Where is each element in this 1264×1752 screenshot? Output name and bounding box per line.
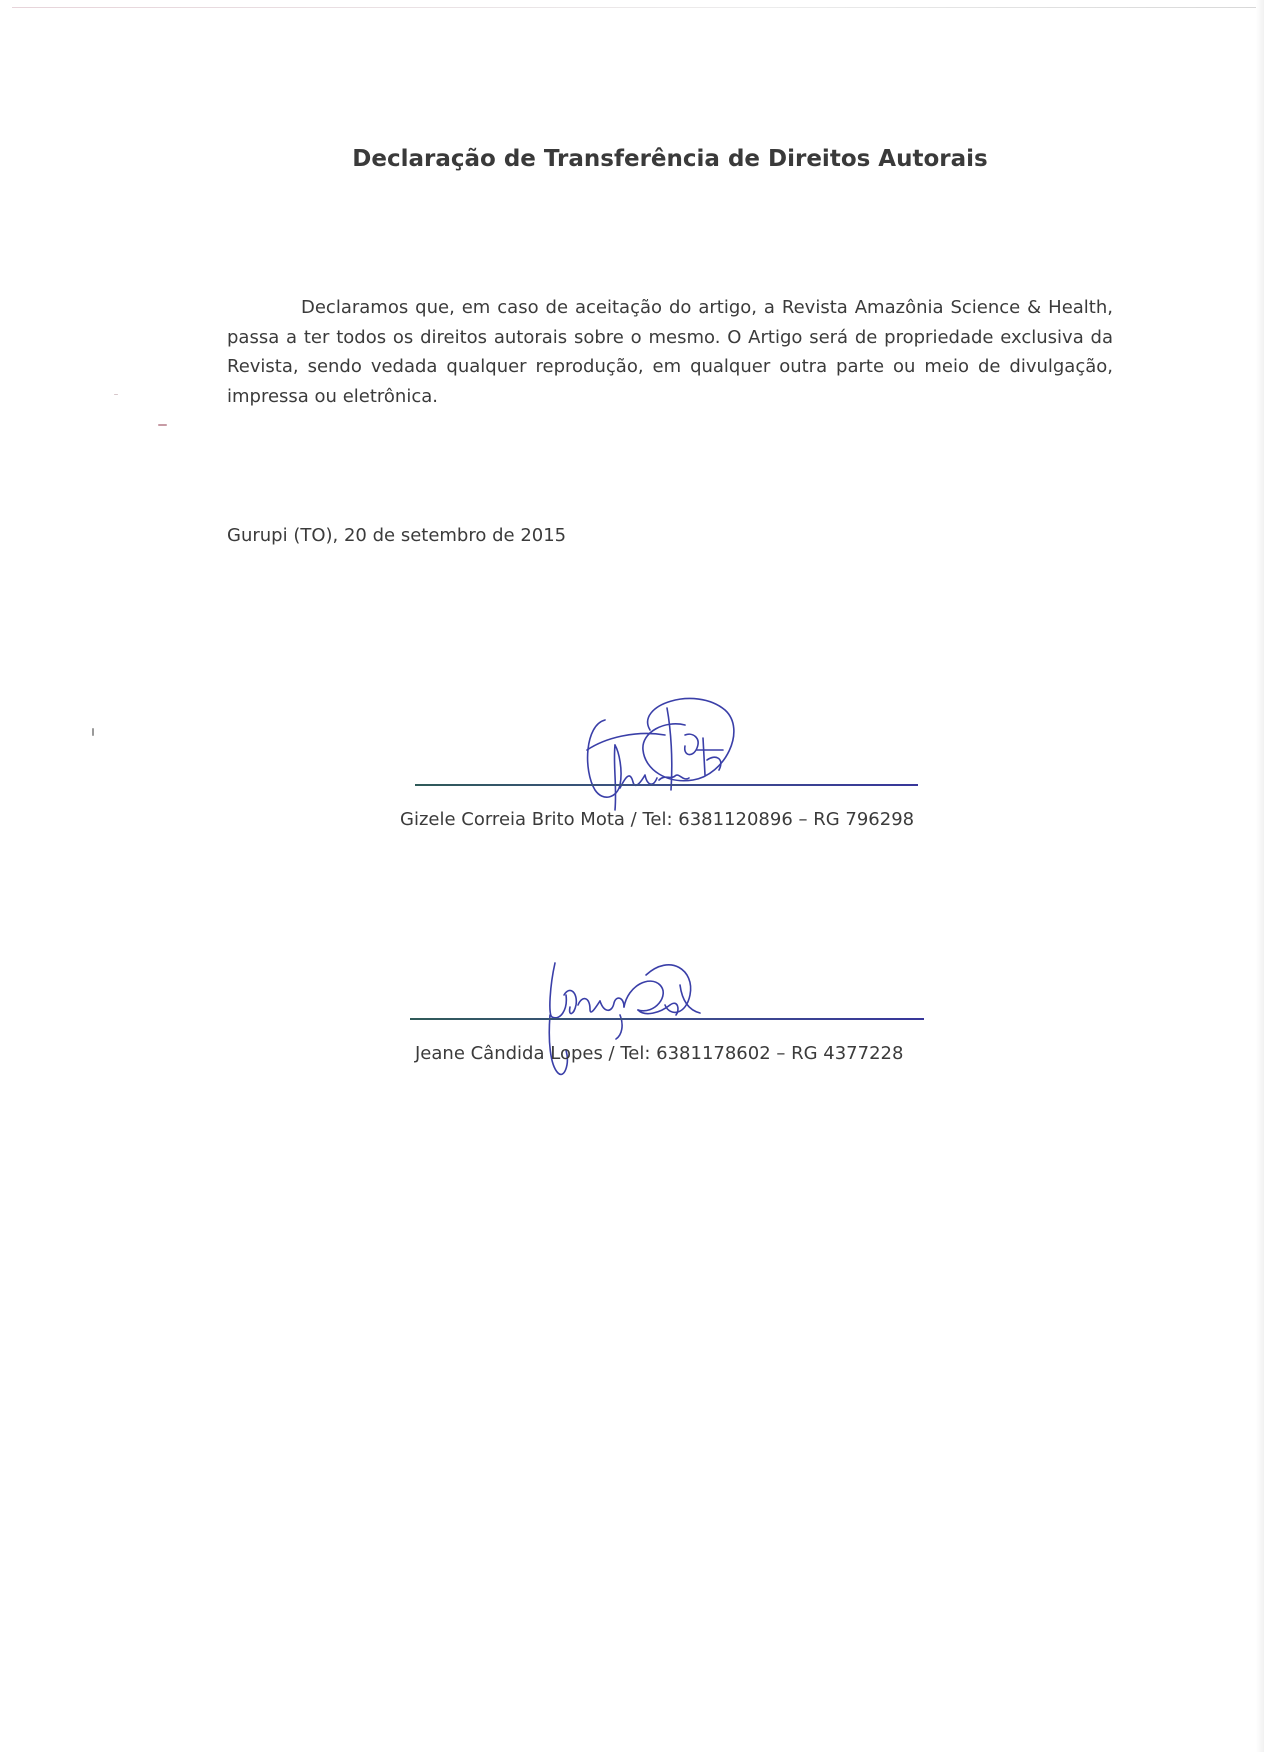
signature-line-2 <box>410 1018 924 1020</box>
scan-right-edge <box>1256 0 1264 1752</box>
scan-speck <box>114 394 118 395</box>
place-date: Gurupi (TO), 20 de setembro de 2015 <box>227 525 567 546</box>
signature-line-1 <box>415 784 918 786</box>
declaration-paragraph <box>227 293 1113 411</box>
scan-top-edge <box>12 7 1262 8</box>
signature-jeane <box>520 955 720 1085</box>
signatory-2: Jeane Cândida Lopes / Tel: 6381178602 – RG 4377228 <box>415 1043 904 1064</box>
scan-speck <box>92 728 94 736</box>
scan-speck <box>158 424 167 426</box>
signatory-1: Gizele Correia Brito Mota / Tel: 6381120896 – RG 796298 <box>400 809 915 830</box>
signature-gizele <box>575 690 745 820</box>
document-title: Declaração de Transferência de Direitos Autorais <box>352 146 988 172</box>
declaration-text: Declaramos que, em caso de aceitação do artigo, a Revista Amazônia Science & Health, passa a ter todos os direitos autorais sobre o mesmo. O Artigo será de propriedade exclusiva da Revista, sendo vedada qualquer reprodução, em qualquer outra parte ou meio de divulgação, impressa ou eletrônica. <box>227 297 1113 407</box>
